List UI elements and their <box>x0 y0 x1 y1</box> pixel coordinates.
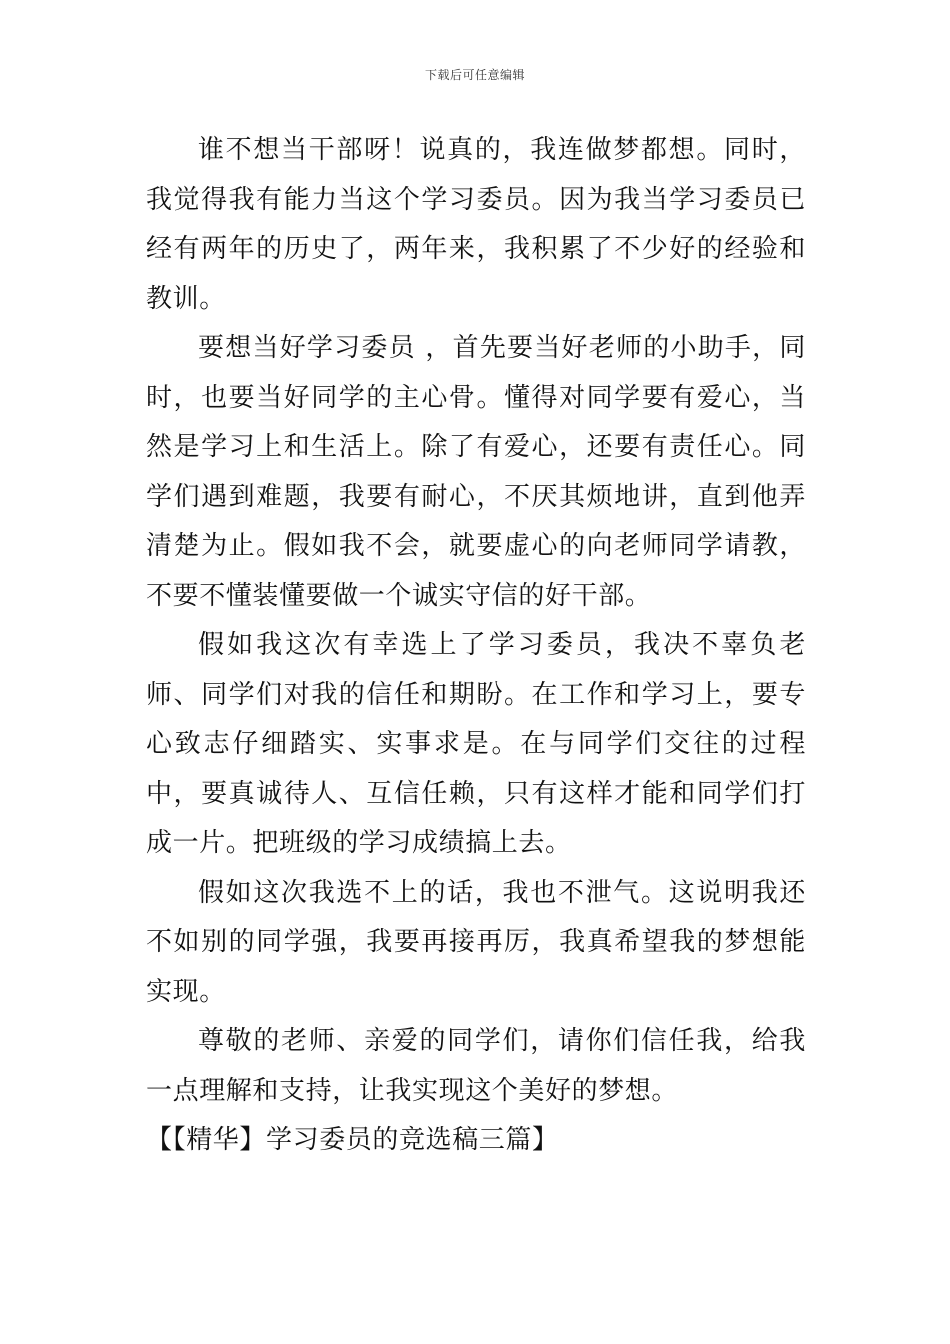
closing-title: 【【精华】学习委员的竞选稿三篇】 <box>146 1125 559 1155</box>
paragraph-2: 要想当好学习委员 ，首先要当好老师的小助手，同时，也要当好同学的主心骨。懂得对同学要有爱心，当然是学习上和生活上。除了有爱心，还要有责任心。同学们遇到难题，我要有耐心，不厌其烦地讲，直到他弄清楚为止。假如我不会，就要虚心的向老师同学请教，不要不懂装懂要做一个诚实守信的好干部。 <box>146 333 806 611</box>
document-body <box>146 126 806 1166</box>
paragraph-1: 谁不想当干部呀！说真的，我连做梦都想。同时，我觉得我有能力当这个学习委员。因为我当学习委员已经有两年的历史了，两年来，我积累了不少好的经验和教训。 <box>146 135 806 314</box>
paragraph-3: 假如我这次有幸选上了学习委员，我决不辜负老师、同学们对我的信任和期盼。在工作和学习上，要专心致志仔细踏实、实事求是。在与同学们交往的过程中，要真诚待人、互信任赖，只有这样才能和同学们打成一片。把班级的学习成绩搞上去。 <box>146 630 806 858</box>
paragraph-4: 假如这次我选不上的话，我也不泄气。这说明我还不如别的同学强，我要再接再厉，我真希望我的梦想能实现。 <box>146 877 806 1007</box>
header-note: 下载后可任意编辑 <box>424 68 525 82</box>
paragraph-5: 尊敬的老师、亲爱的同学们，请你们信任我，给我一点理解和支持，让我实现这个美好的梦想。 <box>146 1026 806 1106</box>
